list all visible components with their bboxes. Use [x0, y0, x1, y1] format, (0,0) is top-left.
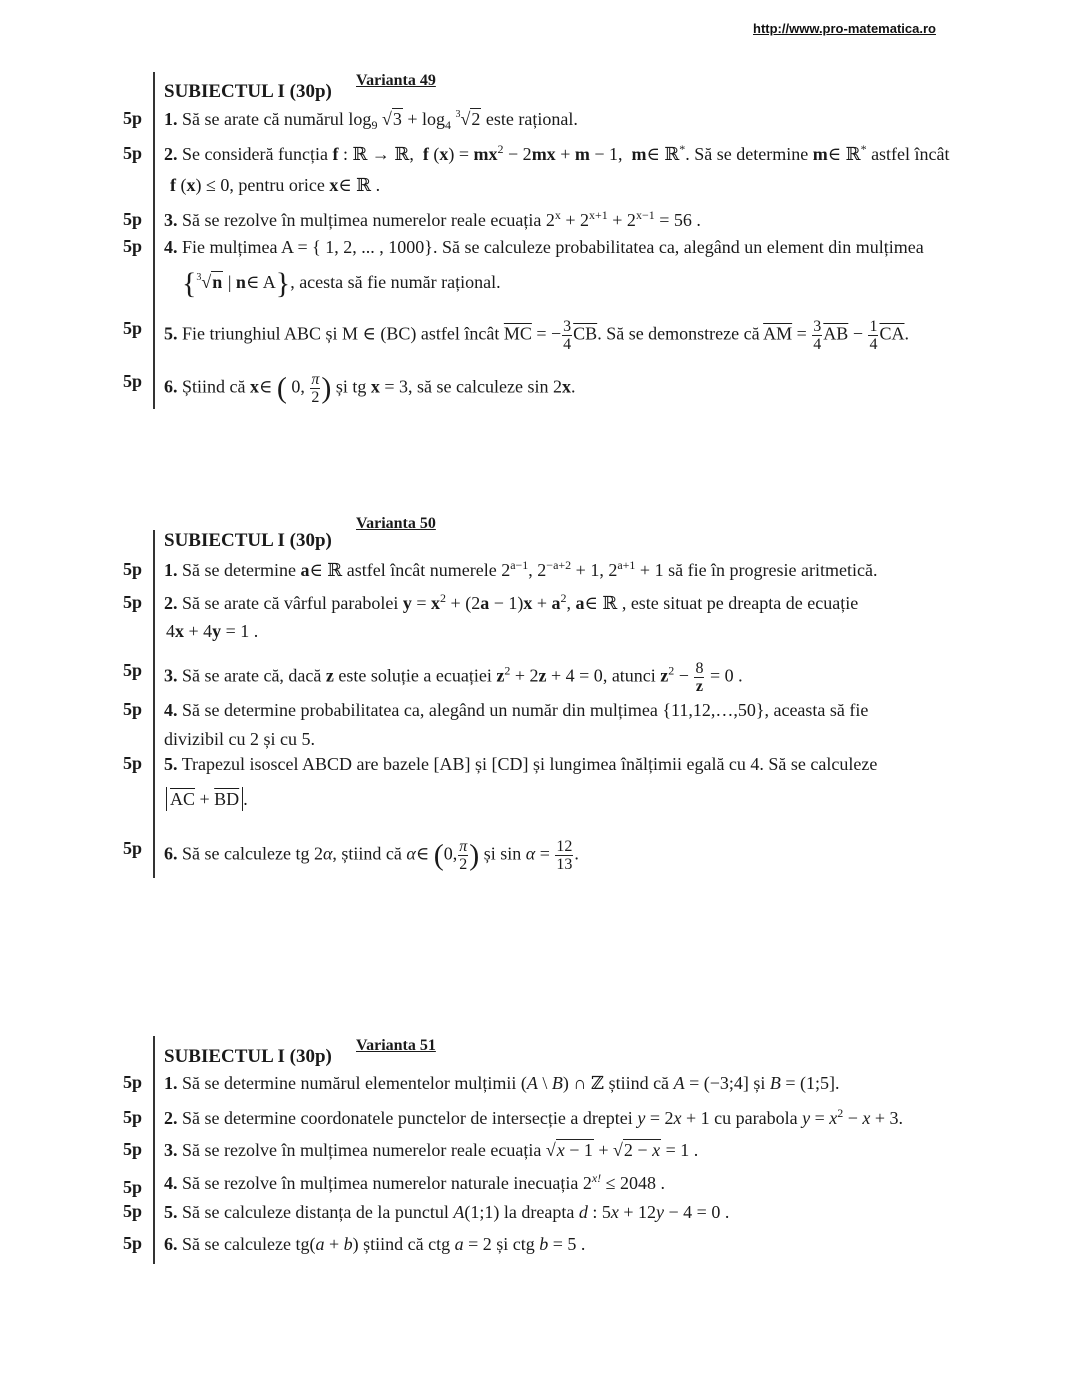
- problem-text: 6. Să se calculeze tg 2α, știind că α∈ (0, $\frac{\pi}{2}$ ) și sin α = $\frac{12}{13}$ .: [164, 838, 579, 873]
- points-label: 5p: [123, 1139, 143, 1159]
- points-label: 5p: [123, 1201, 143, 1221]
- points-label: 5p: [123, 1177, 143, 1197]
- variant-title: Varianta 49: [356, 72, 436, 89]
- problem-text: 1. Să se arate că numărul $\log_9 √3 + \log_4 ^3√2$ este rațional.: [164, 109, 578, 132]
- problem-text-continued: {$^3$√n | n∈ A}, acesta să fie număr rațional.: [182, 267, 501, 300]
- points-label: 5p: [123, 1233, 143, 1253]
- problem-text-continued: f (x) ≤ 0, pentru orice x∈ ℝ .: [170, 175, 381, 195]
- problem-text: 4. Să se determine probabilitatea ca, alegând un număr din mulțimea {11,12,…,50}, aceasta să fie: [164, 700, 869, 720]
- points-label: 5p: [123, 143, 143, 163]
- points-label: 5p: [123, 559, 143, 579]
- problem-text: 4. Fie mulțimea A = { 1, 2, ... , 1000}. Să se calculeze probabilitatea ca, alegând un element din mulțimea: [164, 237, 924, 257]
- vertical-divider: [153, 1036, 155, 1264]
- problem-text: 5. Fie triunghiul ABC și M ∈ (BC) astfel încât $\overline{MC}$ = − $\frac{3}{4}$ $\overline{CB}$. Să se demonstreze că $\overline{AM}$ = $\frac{3}{4}$ $\overline{AB}$ − $\frac{1}{4}$ $\overline{CA}$.: [164, 318, 909, 353]
- problem-text: 1. Să se determine numărul elementelor mulțimii (A \ B) ∩ ℤ știind că A = (−3;4] și B = (1;5].: [164, 1073, 840, 1093]
- problem-text-continued: divizibil cu 2 și cu 5.: [164, 729, 315, 749]
- problem-text: 2. Se consideră funcția f : ℝ → ℝ, f $(x) = mx^2 - 2mx + m - 1$, m∈ ℝ*. Să se determine m∈ ℝ* astfel încât: [164, 142, 950, 164]
- vertical-divider: [153, 72, 155, 409]
- problem-text: 6. Știind că x∈ ( 0, $\frac{\pi}{2}$ ) și tg x = 3, să se calculeze sin 2x.: [164, 371, 576, 406]
- site-url-link[interactable]: http://www.pro-matematica.ro: [753, 21, 936, 36]
- problem-text-continued: $\overline{AC} + \overline{BD}$ .: [166, 788, 248, 810]
- points-label: 5p: [123, 753, 143, 773]
- points-label: 5p: [123, 209, 143, 229]
- points-label: 5p: [123, 660, 143, 680]
- subject-heading: SUBIECTUL I (30p): [164, 81, 332, 102]
- subject-heading: SUBIECTUL I (30p): [164, 530, 332, 551]
- problem-text: 3. Să se arate că, dacă z este soluție a ecuației $z^2 + 2z + 4 = 0$, atunci $z^2$ − $\frac{8}{z}$ = 0 .: [164, 660, 743, 695]
- problem-text: 2. Să se arate că vârful parabolei $y = x^2 + (2a - 1)x + a^2$, a∈ ℝ , este situat pe dreapta de ecuație: [164, 591, 859, 613]
- problem-text: 5. Să se calculeze distanța de la punctul A(1;1) la dreapta d : 5x + 12y − 4 = 0 .: [164, 1202, 730, 1222]
- problem-text: 5. Trapezul isoscel ABCD are bazele [AB] și [CD] și lungimea înălțimii egală cu 4. Să se calculeze: [164, 754, 878, 774]
- problem-text: 4. Să se rezolve în mulțimea numerelor naturale inecuația $2^{x!} \le 2048$ .: [164, 1171, 666, 1193]
- variant-title: Varianta 51: [356, 1037, 436, 1054]
- points-label: 5p: [123, 236, 143, 256]
- subject-heading: SUBIECTUL I (30p): [164, 1046, 332, 1067]
- variant-title: Varianta 50: [356, 515, 436, 532]
- points-label: 5p: [123, 699, 143, 719]
- problem-text: 2. Să se determine coordonatele punctelor de intersecție a dreptei y = 2x + 1 cu parabola $y = x^2 - x + 3$.: [164, 1106, 904, 1128]
- vertical-divider: [153, 530, 155, 878]
- points-label: 5p: [123, 371, 143, 391]
- problem-text: 3. Să se rezolve în mulțimea numerelor reale ecuația $2^x + 2^{x+1} + 2^{x-1} = 56$ .: [164, 208, 701, 230]
- problem-text: 3. Să se rezolve în mulțimea numerelor reale ecuația √x − 1 + √2 − x = 1 .: [164, 1140, 699, 1160]
- points-label: 5p: [123, 108, 143, 128]
- problem-text: 6. Să se calculeze tg(a + b) știind că ctg a = 2 și ctg b = 5 .: [164, 1234, 586, 1254]
- problem-text: 1. Să se determine a∈ ℝ astfel încât numerele $2^{a-1}$, $2^{-a+2} + 1$, $2^{a+1} + 1$ să fie în progresie aritmetică.: [164, 558, 878, 580]
- points-label: 5p: [123, 318, 143, 338]
- points-label: 5p: [123, 1107, 143, 1127]
- points-label: 5p: [123, 592, 143, 612]
- points-label: 5p: [123, 1072, 143, 1092]
- problem-text-continued: 4x + 4y = 1 .: [166, 621, 259, 641]
- points-label: 5p: [123, 838, 143, 858]
